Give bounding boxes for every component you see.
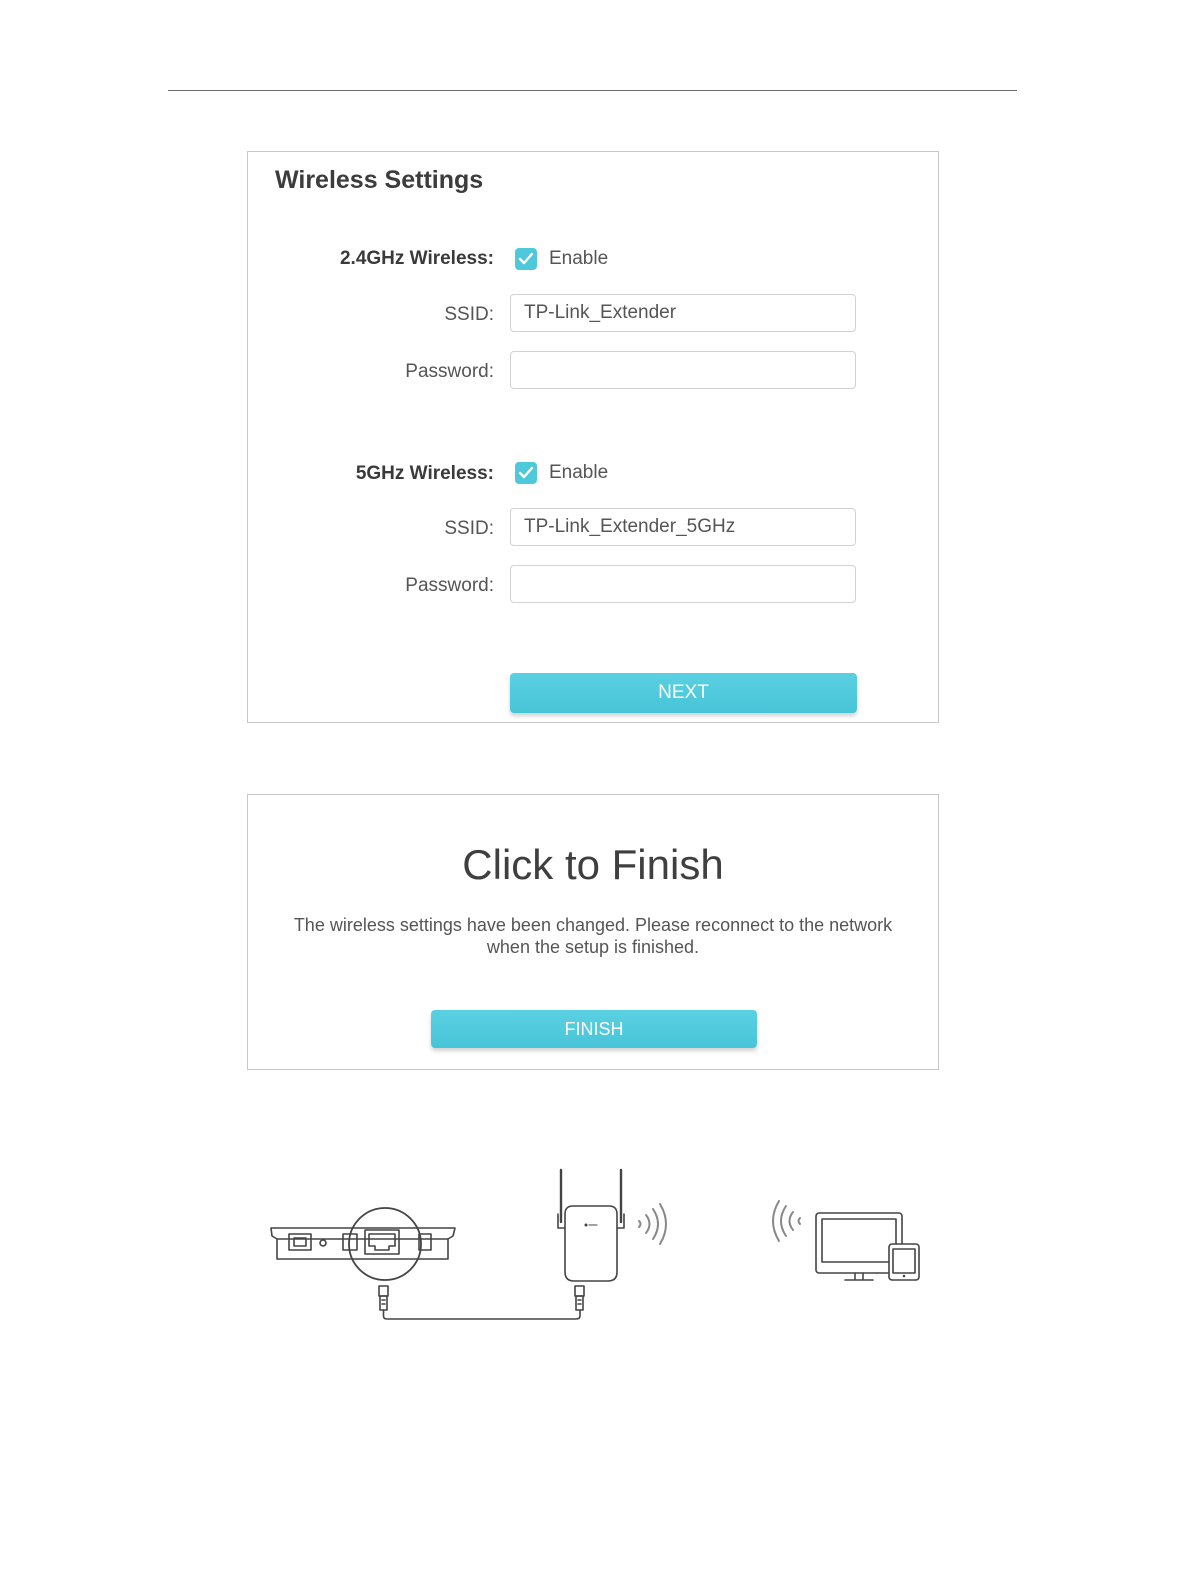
next-button[interactable]: NEXT (510, 673, 857, 713)
finish-panel (247, 794, 939, 1070)
finish-message-line-2: when the setup is finished. (486, 937, 700, 957)
band-24-password-input[interactable] (510, 351, 856, 389)
router-icon (271, 1208, 455, 1280)
wireless-signal-icon (639, 1204, 666, 1244)
wireless-signal-icon (773, 1201, 800, 1241)
band-24-password-label: Password: (405, 361, 494, 382)
band-5-ssid-input[interactable] (510, 508, 856, 546)
checkmark-icon (518, 252, 534, 266)
wireless-settings-panel (247, 151, 939, 723)
finish-button[interactable]: FINISH (431, 1010, 757, 1048)
band-24-ssid-input[interactable] (510, 294, 856, 332)
checkmark-icon (518, 466, 534, 480)
connection-diagram (255, 1160, 935, 1335)
band-5-password-label: Password: (405, 575, 494, 596)
band-5-password-input[interactable] (510, 565, 856, 603)
finish-title: Click to Finish (462, 841, 724, 888)
ethernet-cable-icon (379, 1286, 584, 1319)
band-5-enable-checkbox[interactable] (515, 462, 537, 484)
finish-message-line-1: The wireless settings have been changed. Please reconnect to the network (293, 915, 893, 935)
band-24-ssid-label: SSID: (444, 304, 494, 325)
band-24-label: 2.4GHz Wireless: (339, 248, 494, 269)
band-24-enable-label: Enable (549, 248, 609, 269)
band-5-enable-label: Enable (549, 462, 609, 483)
panel-title: Wireless Settings (275, 166, 484, 194)
band-24-enable-checkbox[interactable] (515, 248, 537, 270)
page-top-rule (168, 90, 1017, 91)
tablet-icon (889, 1244, 919, 1280)
band-5-ssid-label: SSID: (444, 518, 494, 539)
band-5-label: 5GHz Wireless: (355, 463, 494, 484)
range-extender-icon (558, 1170, 624, 1281)
finish-message (268, 914, 918, 958)
